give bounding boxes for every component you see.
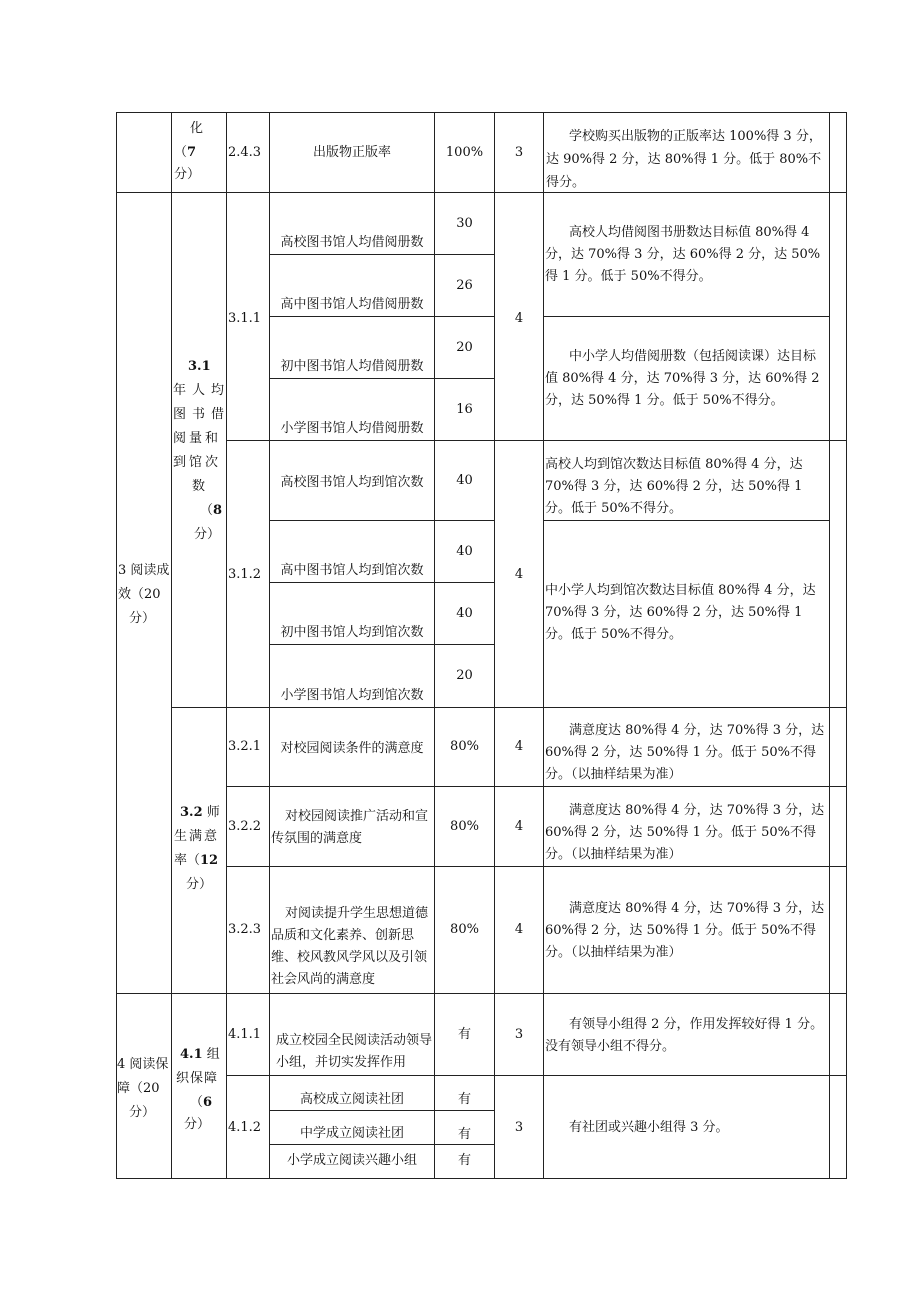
paren-open: （ — [200, 503, 214, 518]
section-title: 4 阅读保 — [117, 1057, 169, 1072]
subcategory-code: 4.1 — [180, 1047, 203, 1062]
subcategory-name: 图书借 — [173, 407, 231, 422]
item-points: 4 — [514, 567, 524, 582]
item-code: 3.1.1 — [228, 311, 262, 326]
item-name: 高中图书馆人均借阅册数 — [280, 297, 424, 312]
rule-line — [171, 112, 172, 1179]
item-name: 初中图书馆人均借阅册数 — [280, 359, 424, 374]
item-target: 80% — [450, 922, 479, 937]
scoring-rule: 高校人均借阅图书册数达目标值 80%得 4 分，达 70%得 3 分，达 60%得 2 分，达 50%得 1 分。低于 50%不得分。 — [545, 225, 821, 284]
rule-line — [269, 582, 494, 583]
item-code: 3.2.2 — [228, 819, 262, 834]
rule-line — [226, 866, 847, 867]
item-target: 有 — [457, 1027, 471, 1042]
item-name: 对校园阅读推广活动和宣传氛围的满意度 — [271, 809, 429, 846]
subcategory-name: 数 — [192, 479, 206, 494]
subcategory-name: 织保障 — [176, 1071, 219, 1086]
scoring-rule: 有社团或兴趣小组得 3 分。 — [569, 1120, 729, 1135]
item-name: 小学图书馆人均到馆次数 — [280, 688, 424, 703]
item-target: 40 — [456, 606, 473, 621]
subcategory-code: 3.2 — [180, 805, 203, 820]
category-name-tail — [174, 142, 196, 164]
rule-line — [543, 112, 544, 1179]
item-target: 80% — [450, 819, 479, 834]
item-points: 4 — [514, 311, 524, 326]
item-name: 高校成立阅读社团 — [299, 1092, 404, 1107]
paren-open: （ — [174, 145, 188, 160]
category-name-tail: 化 — [190, 121, 204, 136]
subcategory-score: 分） — [184, 1117, 211, 1132]
item-points: 4 — [514, 819, 524, 834]
rule-line — [269, 378, 494, 379]
category-name-tail: 分） — [174, 167, 201, 182]
item-target: 26 — [456, 278, 473, 293]
item-name: 高校图书馆人均到馆次数 — [280, 475, 424, 490]
item-target: 20 — [456, 668, 473, 683]
subcategory-name-part: 师 — [206, 805, 220, 820]
subcategory-name-part: 率（ — [174, 853, 201, 868]
item-target: 80% — [450, 739, 479, 754]
section-title: 分） — [129, 611, 156, 626]
rule-line — [543, 316, 829, 317]
item-code: 3.2.1 — [228, 739, 262, 754]
scoring-rule: 满意度达 80%得 4 分，达 70%得 3 分，达 60%得 2 分，达 50%得 1 分。低于 50%不得分。（以抽样结果为准） — [545, 803, 825, 862]
item-points: 3 — [514, 1027, 524, 1042]
subcategory-score: 分） — [194, 527, 221, 542]
section-title: 分） — [129, 1105, 156, 1120]
subcategory-name — [180, 802, 220, 824]
item-code: 4.1.2 — [228, 1120, 262, 1135]
rule-line — [269, 254, 494, 255]
item-target: 有 — [457, 1092, 471, 1107]
item-target: 30 — [456, 216, 473, 231]
item-code: 4.1.1 — [228, 1027, 262, 1042]
rule-line — [269, 520, 494, 521]
rule-line — [269, 316, 494, 317]
item-name: 高中图书馆人均到馆次数 — [280, 563, 424, 578]
rule-line — [226, 1075, 847, 1076]
item-name: 小学成立阅读兴趣小组 — [286, 1153, 417, 1168]
item-code: 2.4.3 — [228, 145, 262, 160]
subcategory-name-part: 组 — [206, 1047, 220, 1062]
category-score: 7 — [187, 145, 197, 160]
item-name: 对阅读提升学生思想道德品质和文化素养、创新思维、校风教风学风以及引领社会风尚的满意度 — [271, 906, 429, 987]
subcategory-score — [200, 500, 222, 522]
item-name: 出版物正版率 — [312, 145, 391, 160]
subcategory-score — [190, 1092, 212, 1114]
section-title: 效（20 — [118, 587, 161, 602]
scoring-rule: 满意度达 80%得 4 分，达 70%得 3 分，达 60%得 2 分，达 50%得 1 分。低于 50%不得分。（以抽样结果为准） — [545, 901, 825, 960]
item-target: 100% — [445, 145, 484, 160]
score-value: 12 — [200, 853, 219, 868]
rule-line — [434, 112, 435, 1179]
item-target: 有 — [457, 1127, 471, 1142]
item-target: 16 — [456, 402, 473, 417]
scoring-rule: 中小学人均到馆次数达目标值 80%得 4 分，达 70%得 3 分，达 60%得 2 分，达 50%得 1 分。低于 50%不得分。 — [545, 583, 816, 642]
scoring-rule: 高校人均到馆次数达目标值 80%得 4 分，达 70%得 3 分，达 60%得 2 分，达 50%得 1 分。低于 50%不得分。 — [545, 457, 803, 516]
rule-line — [269, 644, 494, 645]
scoring-rule: 中小学人均借阅册数（包括阅读课）达目标值 80%得 4 分，达 70%得 3 分，达 60%得 2 分，达 50%得 1 分。低于 50%不得分。 — [545, 349, 820, 408]
subcategory-name: 阅量和 — [173, 431, 222, 446]
score-value: 6 — [203, 1095, 213, 1110]
rule-line — [543, 520, 829, 521]
item-target: 20 — [456, 340, 473, 355]
item-code: 3.1.2 — [228, 567, 262, 582]
rule-line — [494, 112, 495, 1179]
rule-line — [171, 707, 847, 708]
item-points: 3 — [514, 1120, 524, 1135]
rule-line — [846, 112, 847, 1179]
scoring-rule: 满意度达 80%得 4 分，达 70%得 3 分，达 60%得 2 分，达 50%得 1 分。低于 50%不得分。（以抽样结果为准） — [545, 723, 825, 782]
subcategory-name: 生满意 — [174, 829, 220, 844]
scoring-rule: 得分。 — [546, 175, 586, 190]
item-code: 3.2.3 — [228, 922, 262, 937]
scoring-rule: 达 90%得 2 分，达 80%得 1 分。低于 80%不 — [546, 152, 822, 167]
subcategory-name: 年人均 — [173, 383, 231, 398]
item-name: 高校图书馆人均借阅册数 — [280, 235, 424, 250]
subcategory-score — [174, 850, 218, 872]
subcategory-score: 分） — [186, 877, 213, 892]
rule-line — [269, 112, 270, 1179]
item-target: 40 — [456, 544, 473, 559]
item-name: 对校园阅读条件的满意度 — [280, 741, 424, 756]
item-name: 成立校园全民阅读活动领导小组，并切实发挥作用 — [276, 1033, 433, 1070]
score-value: 8 — [213, 503, 223, 518]
item-points: 4 — [514, 922, 524, 937]
rule-line — [226, 440, 847, 441]
section-title: 障（20 — [117, 1081, 160, 1096]
subcategory-name — [180, 1044, 220, 1066]
rule-line — [116, 112, 117, 1179]
item-name: 小学图书馆人均借阅册数 — [280, 421, 424, 436]
item-target: 40 — [456, 473, 473, 488]
item-points: 3 — [514, 145, 524, 160]
subcategory-code: 3.1 — [188, 359, 211, 374]
rule-line — [829, 112, 830, 1179]
scoring-rule: 学校购买出版物的正版率达 100%得 3 分， — [569, 129, 822, 144]
scoring-rule: 有领导小组得 2 分，作用发挥较好得 1 分。没有领导小组不得分。 — [545, 1017, 824, 1054]
section-title: 3 阅读成 — [118, 563, 170, 578]
paren-open: （ — [190, 1095, 204, 1110]
subcategory-name: 到馆次 — [173, 455, 222, 470]
item-target: 有 — [457, 1153, 471, 1168]
item-points: 4 — [514, 739, 524, 754]
item-name: 中学成立阅读社团 — [299, 1126, 404, 1141]
item-name: 初中图书馆人均到馆次数 — [280, 625, 424, 640]
rule-line — [226, 786, 847, 787]
rule-line — [226, 112, 227, 1179]
